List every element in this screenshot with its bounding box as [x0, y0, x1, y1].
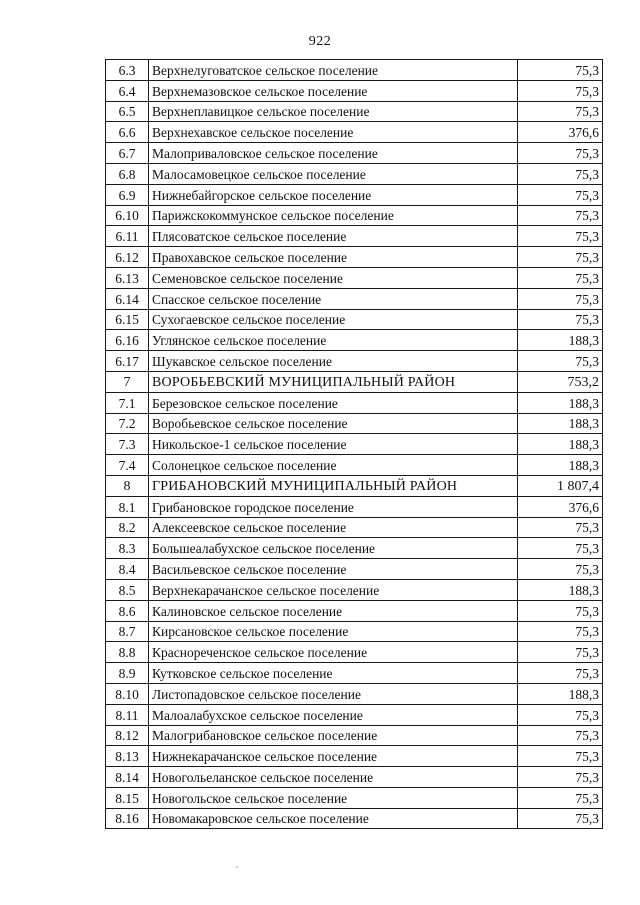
amount-value: 376,6 — [518, 122, 603, 143]
amount-value: 75,3 — [518, 267, 603, 288]
settlement-name: Верхнехавское сельское поселение — [149, 122, 518, 143]
amount-value: 75,3 — [518, 60, 603, 81]
amount-value: 75,3 — [518, 600, 603, 621]
table-row — [106, 559, 603, 580]
amount-value: 75,3 — [518, 101, 603, 122]
row-number: 8 — [106, 475, 149, 496]
table-row — [106, 434, 603, 455]
amount-value: 75,3 — [518, 517, 603, 538]
table-row — [106, 101, 603, 122]
page-number: 922 — [308, 34, 332, 49]
row-number: 8.6 — [106, 600, 149, 621]
settlement-name: Новомакаровское сельское поселение — [149, 808, 518, 829]
scan-speck — [236, 866, 238, 868]
amount-value: 1 807,4 — [518, 475, 603, 496]
row-number: 8.11 — [106, 704, 149, 725]
table-row — [106, 392, 603, 413]
amount-value: 188,3 — [518, 330, 603, 351]
amount-value: 188,3 — [518, 434, 603, 455]
settlement-name: Кирсановское сельское поселение — [149, 621, 518, 642]
settlement-name: Никольское-1 сельское поселение — [149, 434, 518, 455]
amount-value: 75,3 — [518, 746, 603, 767]
table-row — [106, 184, 603, 205]
amount-value: 75,3 — [518, 559, 603, 580]
amount-value: 75,3 — [518, 80, 603, 101]
amount-value: 753,2 — [518, 371, 603, 392]
row-number: 6.3 — [106, 60, 149, 81]
settlement-name: Нижнебайгорское сельское поселение — [149, 184, 518, 205]
row-number: 6.12 — [106, 247, 149, 268]
row-number: 8.5 — [106, 579, 149, 600]
table-row — [106, 351, 603, 372]
table-row — [106, 309, 603, 330]
row-number: 8.4 — [106, 559, 149, 580]
amount-value: 75,3 — [518, 351, 603, 372]
table-row — [106, 746, 603, 767]
row-number: 7.1 — [106, 392, 149, 413]
district-name: ГРИБАНОВСКИЙ МУНИЦИПАЛЬНЫЙ РАЙОН — [149, 475, 518, 496]
settlement-name: Нижнекарачанское сельское поселение — [149, 746, 518, 767]
amount-value: 75,3 — [518, 247, 603, 268]
row-number: 7.2 — [106, 413, 149, 434]
row-number: 7 — [106, 371, 149, 392]
row-number: 6.5 — [106, 101, 149, 122]
settlement-name: Сухогаевское сельское поселение — [149, 309, 518, 330]
table-row — [106, 163, 603, 184]
row-number: 6.11 — [106, 226, 149, 247]
table-row — [106, 621, 603, 642]
amount-value: 75,3 — [518, 538, 603, 559]
row-number: 6.13 — [106, 267, 149, 288]
table-row — [106, 122, 603, 143]
amount-value: 75,3 — [518, 205, 603, 226]
settlement-name: Солонецкое сельское поселение — [149, 455, 518, 476]
amount-value: 75,3 — [518, 163, 603, 184]
row-number: 6.14 — [106, 288, 149, 309]
row-number: 8.9 — [106, 663, 149, 684]
table-row — [106, 683, 603, 704]
table-row — [106, 642, 603, 663]
table-row — [106, 579, 603, 600]
row-number: 8.13 — [106, 746, 149, 767]
table-row — [106, 455, 603, 476]
settlement-name: Верхнелуговатское сельское поселение — [149, 60, 518, 81]
settlement-name: Малосамовецкое сельское поселение — [149, 163, 518, 184]
row-number: 8.16 — [106, 808, 149, 829]
table-row — [106, 767, 603, 788]
table-row — [106, 663, 603, 684]
amount-value: 75,3 — [518, 663, 603, 684]
settlement-name: Воробьевское сельское поселение — [149, 413, 518, 434]
settlement-name: Алексеевское сельское поселение — [149, 517, 518, 538]
settlement-name: Спасское сельское поселение — [149, 288, 518, 309]
row-number: 6.8 — [106, 163, 149, 184]
amount-value: 188,3 — [518, 683, 603, 704]
settlement-name: Верхнеплавицкое сельское поселение — [149, 101, 518, 122]
row-number: 6.4 — [106, 80, 149, 101]
table-row — [106, 267, 603, 288]
amount-value: 75,3 — [518, 288, 603, 309]
table-row — [106, 600, 603, 621]
settlement-name: Новогольское сельское поселение — [149, 787, 518, 808]
row-number: 8.8 — [106, 642, 149, 663]
row-number: 8.7 — [106, 621, 149, 642]
settlement-name: Малогрибановское сельское поселение — [149, 725, 518, 746]
settlement-name: Парижскокоммунское сельское поселение — [149, 205, 518, 226]
amount-value: 75,3 — [518, 642, 603, 663]
settlement-name: Большеалабухское сельское поселение — [149, 538, 518, 559]
amount-value: 75,3 — [518, 184, 603, 205]
settlement-name: Верхнекарачанское сельское поселение — [149, 579, 518, 600]
settlement-name: Листопадовское сельское поселение — [149, 683, 518, 704]
settlement-name: Березовское сельское поселение — [149, 392, 518, 413]
row-number: 8.3 — [106, 538, 149, 559]
table-row — [106, 808, 603, 829]
settlement-name: Грибановское городское поселение — [149, 496, 518, 517]
settlement-name: Малоприваловское сельское поселение — [149, 143, 518, 164]
settlement-name: Шукавское сельское поселение — [149, 351, 518, 372]
table-row — [106, 205, 603, 226]
table-row — [106, 787, 603, 808]
amount-value: 75,3 — [518, 787, 603, 808]
settlement-name: Новогольеланское сельское поселение — [149, 767, 518, 788]
row-number: 8.14 — [106, 767, 149, 788]
amount-value: 376,6 — [518, 496, 603, 517]
settlement-name: Семеновское сельское поселение — [149, 267, 518, 288]
settlement-name: Васильевское сельское поселение — [149, 559, 518, 580]
settlement-name: Верхнемазовское сельское поселение — [149, 80, 518, 101]
row-number: 8.1 — [106, 496, 149, 517]
table-row — [106, 288, 603, 309]
amount-value: 75,3 — [518, 725, 603, 746]
amount-value: 188,3 — [518, 392, 603, 413]
row-number: 7.3 — [106, 434, 149, 455]
amount-value: 188,3 — [518, 455, 603, 476]
settlement-name: Углянское сельское поселение — [149, 330, 518, 351]
settlement-name: Плясоватское сельское поселение — [149, 226, 518, 247]
row-number: 8.10 — [106, 683, 149, 704]
table-row — [106, 60, 603, 81]
row-number: 8.2 — [106, 517, 149, 538]
amount-value: 75,3 — [518, 621, 603, 642]
district-row — [106, 475, 603, 496]
table-row — [106, 226, 603, 247]
amount-value: 188,3 — [518, 579, 603, 600]
table-row — [106, 330, 603, 351]
row-number: 6.9 — [106, 184, 149, 205]
row-number: 6.6 — [106, 122, 149, 143]
settlements-table — [105, 59, 603, 829]
settlement-name: Калиновское сельское поселение — [149, 600, 518, 621]
amount-value: 75,3 — [518, 704, 603, 725]
row-number: 7.4 — [106, 455, 149, 476]
table-row — [106, 725, 603, 746]
amount-value: 75,3 — [518, 767, 603, 788]
table-row — [106, 247, 603, 268]
row-number: 6.15 — [106, 309, 149, 330]
district-name: ВОРОБЬЕВСКИЙ МУНИЦИПАЛЬНЫЙ РАЙОН — [149, 371, 518, 392]
table-row — [106, 704, 603, 725]
row-number: 6.16 — [106, 330, 149, 351]
district-row — [106, 371, 603, 392]
row-number: 6.7 — [106, 143, 149, 164]
amount-value: 188,3 — [518, 413, 603, 434]
table-row — [106, 496, 603, 517]
table-row — [106, 538, 603, 559]
table-row — [106, 413, 603, 434]
settlement-name: Правохавское сельское поселение — [149, 247, 518, 268]
table-row — [106, 143, 603, 164]
amount-value: 75,3 — [518, 226, 603, 247]
table-row — [106, 80, 603, 101]
settlement-name: Краснореченское сельское поселение — [149, 642, 518, 663]
amount-value: 75,3 — [518, 143, 603, 164]
settlement-name: Кутковское сельское поселение — [149, 663, 518, 684]
table-row — [106, 517, 603, 538]
row-number: 8.15 — [106, 787, 149, 808]
amount-value: 75,3 — [518, 808, 603, 829]
table-body — [106, 60, 603, 829]
row-number: 6.10 — [106, 205, 149, 226]
settlement-name: Малоалабухское сельское поселение — [149, 704, 518, 725]
row-number: 6.17 — [106, 351, 149, 372]
row-number: 8.12 — [106, 725, 149, 746]
amount-value: 75,3 — [518, 309, 603, 330]
